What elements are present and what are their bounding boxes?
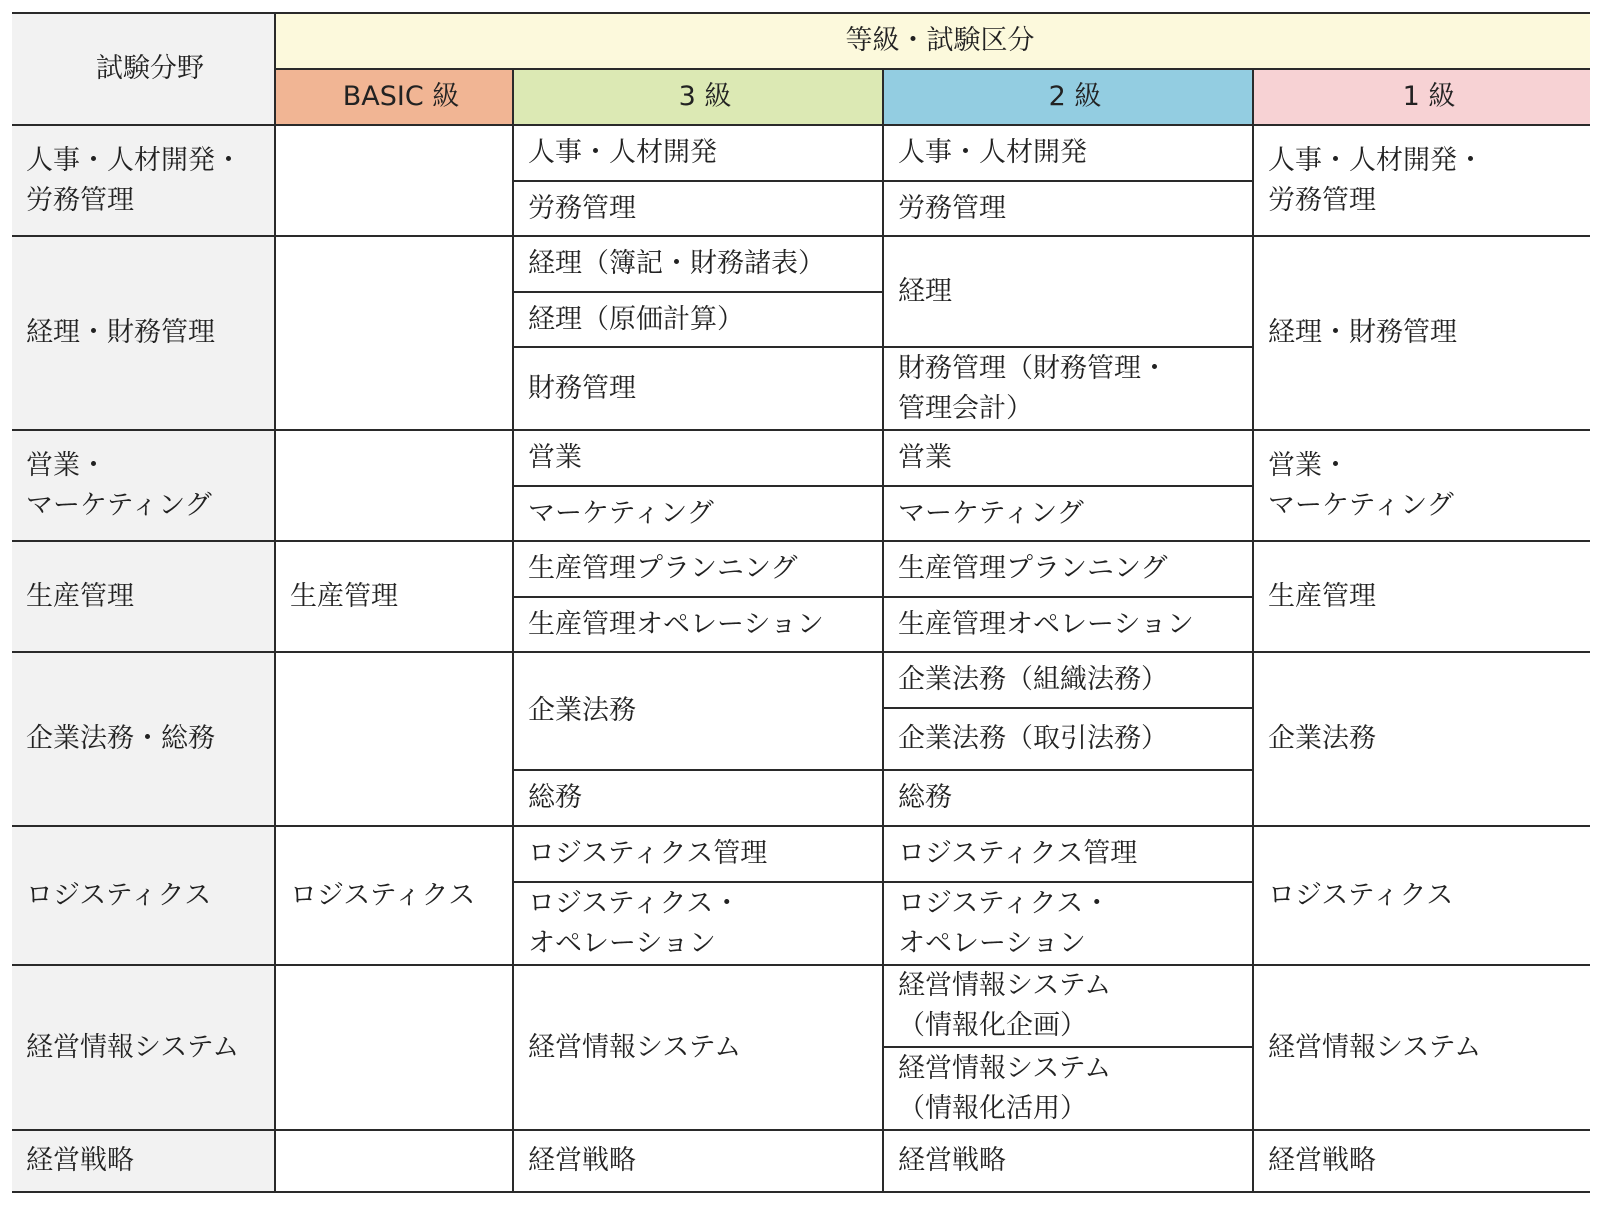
header-row-top <box>12 13 1590 69</box>
grade3-cell: 総務 <box>513 770 883 826</box>
basic-cell <box>275 965 513 1130</box>
grade2-cell: 企業法務（組織法務） <box>883 652 1253 708</box>
grade3-cell: 企業法務 <box>513 652 883 770</box>
table-row <box>12 965 1590 1047</box>
table-row <box>12 236 1590 292</box>
level-header-grade2: 2 級 <box>883 69 1253 125</box>
field-cell: 人事・人材開発・ 労務管理 <box>12 125 275 236</box>
field-header: 試験分野 <box>12 13 275 125</box>
basic-cell <box>275 236 513 430</box>
level-header-basic: BASIC 級 <box>275 69 513 125</box>
grade2-cell: 経営戦略 <box>883 1130 1253 1192</box>
grade1-cell: 生産管理 <box>1253 541 1590 652</box>
table-row <box>12 826 1590 882</box>
table-row <box>12 430 1590 486</box>
grade2-cell: 経営情報システム （情報化活用） <box>883 1047 1253 1130</box>
exam-categories-table <box>12 12 1590 1193</box>
grade3-cell: ロジスティクス・ オペレーション <box>513 882 883 965</box>
basic-cell: ロジスティクス <box>275 826 513 965</box>
table-row <box>12 1130 1590 1192</box>
field-cell: 企業法務・総務 <box>12 652 275 826</box>
grade2-cell: ロジスティクス・ オペレーション <box>883 882 1253 965</box>
basic-cell <box>275 430 513 541</box>
grade3-cell: ロジスティクス管理 <box>513 826 883 882</box>
grade2-cell: 営業 <box>883 430 1253 486</box>
grade1-cell: 企業法務 <box>1253 652 1590 826</box>
table-row <box>12 541 1590 597</box>
grade3-cell: 労務管理 <box>513 181 883 236</box>
grade2-cell: 経営情報システム （情報化企画） <box>883 965 1253 1047</box>
table-row <box>12 125 1590 181</box>
grade2-cell: 総務 <box>883 770 1253 826</box>
grade2-cell: 人事・人材開発 <box>883 125 1253 181</box>
grade2-cell: 生産管理オペレーション <box>883 597 1253 652</box>
grade1-cell: 営業・ マーケティング <box>1253 430 1590 541</box>
field-cell: 経営戦略 <box>12 1130 275 1192</box>
field-cell: 営業・ マーケティング <box>12 430 275 541</box>
basic-cell <box>275 125 513 236</box>
grade1-cell: 人事・人材開発・ 労務管理 <box>1253 125 1590 236</box>
grade3-cell: 営業 <box>513 430 883 486</box>
grade2-cell: ロジスティクス管理 <box>883 826 1253 882</box>
grade2-cell: 経理 <box>883 236 1253 347</box>
grade2-cell: マーケティング <box>883 486 1253 541</box>
grade2-cell: 労務管理 <box>883 181 1253 236</box>
basic-cell <box>275 1130 513 1192</box>
grade3-cell: 財務管理 <box>513 347 883 430</box>
basic-cell <box>275 652 513 826</box>
grade-super-header: 等級・試験区分 <box>275 13 1590 69</box>
grade1-cell: 経営情報システム <box>1253 965 1590 1130</box>
field-cell: 経営情報システム <box>12 965 275 1130</box>
grade3-cell: 経営情報システム <box>513 965 883 1130</box>
grade2-cell: 財務管理（財務管理・ 管理会計） <box>883 347 1253 430</box>
grade1-cell: 経営戦略 <box>1253 1130 1590 1192</box>
grade1-cell: ロジスティクス <box>1253 826 1590 965</box>
grade3-cell: 経理（簿記・財務諸表） <box>513 236 883 292</box>
grade3-cell: 人事・人材開発 <box>513 125 883 181</box>
field-cell: 生産管理 <box>12 541 275 652</box>
table-row <box>12 652 1590 708</box>
field-cell: ロジスティクス <box>12 826 275 965</box>
grade1-cell: 経理・財務管理 <box>1253 236 1590 430</box>
level-header-grade3: 3 級 <box>513 69 883 125</box>
grade2-cell: 生産管理プランニング <box>883 541 1253 597</box>
field-cell: 経理・財務管理 <box>12 236 275 430</box>
grade3-cell: 生産管理プランニング <box>513 541 883 597</box>
grade2-cell: 企業法務（取引法務） <box>883 708 1253 770</box>
level-header-grade1: 1 級 <box>1253 69 1590 125</box>
basic-cell: 生産管理 <box>275 541 513 652</box>
grade3-cell: マーケティング <box>513 486 883 541</box>
grade3-cell: 経理（原価計算） <box>513 292 883 347</box>
grade3-cell: 生産管理オペレーション <box>513 597 883 652</box>
grade3-cell: 経営戦略 <box>513 1130 883 1192</box>
